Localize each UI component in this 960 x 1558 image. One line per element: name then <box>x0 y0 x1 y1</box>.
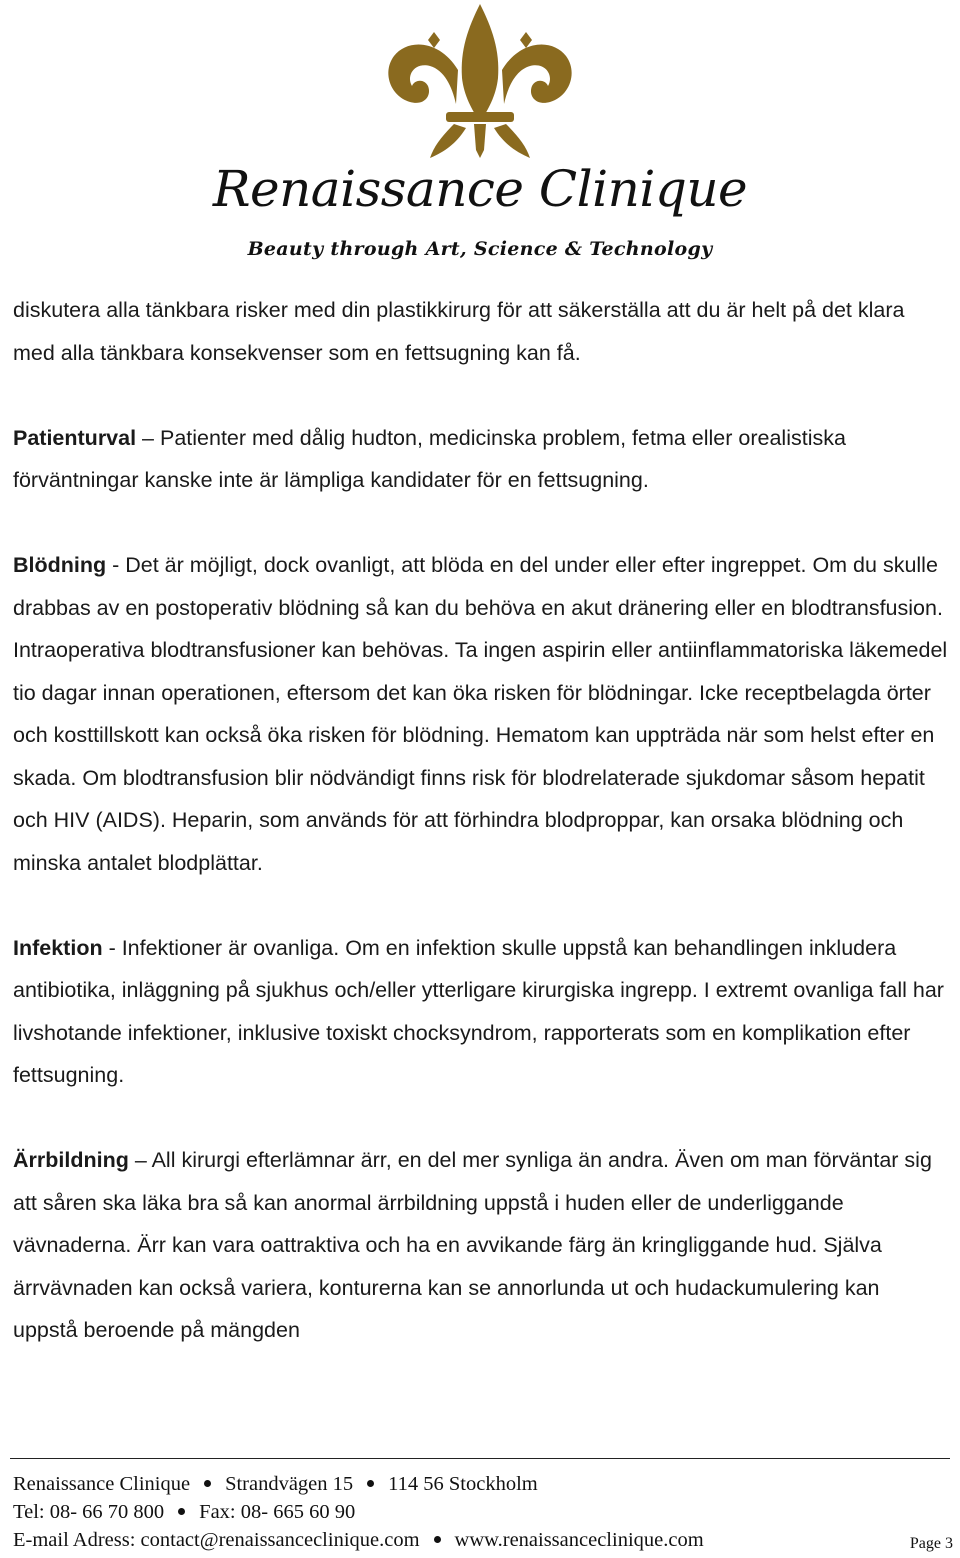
letterhead <box>0 0 960 280</box>
paragraph-blodning <box>13 544 948 884</box>
fleur-de-lis-icon <box>380 0 580 165</box>
footer-website[interactable]: www.renaissanceclinique.com <box>454 1529 704 1551</box>
heading-arrbildning: Ärrbildning <box>13 1148 129 1172</box>
paragraph-infektion <box>13 927 948 1097</box>
heading-patienturval: Patienturval <box>13 425 137 450</box>
footer-city: 114 56 Stockholm <box>388 1473 538 1495</box>
text-patienturval: – Patienter med dålig hudton, medicinska problem, fetma eller orealistiska förväntningar kanske inte är lämpliga kandidater för en fettsugning. <box>13 425 846 492</box>
text-arrbildning: – All kirurgi efterlämnar ärr, en del mer synliga än andra. Även om man förväntar sig att såren ska läka bra så kan anormal ärrbildning uppstå i huden eller de underliggande vävnaderna. Ärr kan vara oattraktiva och ha en avvikande färg än kringliggande hud. Själva ärrvävnaden kan också variera, konturerna kan se annorlunda ut och hudackumulering kan uppstå beroende på mängden <box>13 1148 932 1342</box>
text-infektion: - Infektioner är ovanliga. Om en infektion skulle uppstå kan behandlingen inkludera antibiotika, inläggning på sjukhus och/eller ytterligare kirurgiska ingrepp. I extremt ovanliga fall har livshotande infektioner, inklusive toxiskt chocksyndrom, rapporterats som en komplikation efter fettsugning. <box>13 935 944 1087</box>
footer-email[interactable]: E-mail Adress: contact@renaissanceclinique.com <box>13 1529 420 1551</box>
footer-address-row <box>13 1470 953 1498</box>
document-body <box>13 289 948 1394</box>
footer-divider <box>10 1458 950 1459</box>
bullet-icon <box>434 1536 441 1543</box>
footer-fax: Fax: 08- 665 60 90 <box>199 1501 356 1523</box>
page-number: Page 3 <box>909 1535 953 1552</box>
brand-name: Renaissance Clinique <box>212 160 748 218</box>
paragraph-intro <box>13 289 948 374</box>
bullet-icon <box>178 1508 185 1515</box>
heading-blodning: Blödning <box>13 553 107 577</box>
paragraph-intro-text: diskutera alla tänkbara risker med din plastikkirurg för att säkerställa att du är helt på det klara med alla tänkbara konsekvenser som en fettsugning kan få. <box>13 298 905 365</box>
paragraph-arrbildning <box>13 1139 948 1352</box>
footer-contact-row <box>13 1526 953 1554</box>
text-blodning: - Det är möjligt, dock ovanligt, att blöda en del under eller efter ingreppet. Om du skulle drabbas av en postoperativ blödning så kan du behöva en akut dränering eller en blodtransfusion. Intraoperativa blodtransfusioner kan behövas. Ta ingen aspirin eller antiinflammatoriska läkemedel tio dagar innan operationen, eftersom det kan öka risken för blödningar. Icke receptbelagda örter och kosttillskott kan också öka risken för blödning. Hematom kan uppträda när som helst efter en skada. Om blodtransfusion blir nödvändigt finns risk för blodrelaterade sjukdomar såsom hepatit och HIV (AIDS). Heparin, som används för att förhindra blodproppar, kan orsaka blödning och minska antalet blodplättar. <box>13 553 948 875</box>
paragraph-patienturval <box>13 417 948 502</box>
footer-clinic-name: Renaissance Clinique <box>13 1473 191 1495</box>
bullet-icon <box>204 1480 211 1487</box>
footer-phone-row <box>13 1498 953 1526</box>
brand-tagline: Beauty through Art, Science & Technology <box>247 238 713 260</box>
footer <box>13 1470 953 1554</box>
heading-infektion: Infektion <box>13 935 103 960</box>
bullet-icon <box>367 1480 374 1487</box>
footer-tel: Tel: 08- 66 70 800 <box>13 1501 165 1523</box>
footer-street: Strandvägen 15 <box>225 1473 354 1495</box>
